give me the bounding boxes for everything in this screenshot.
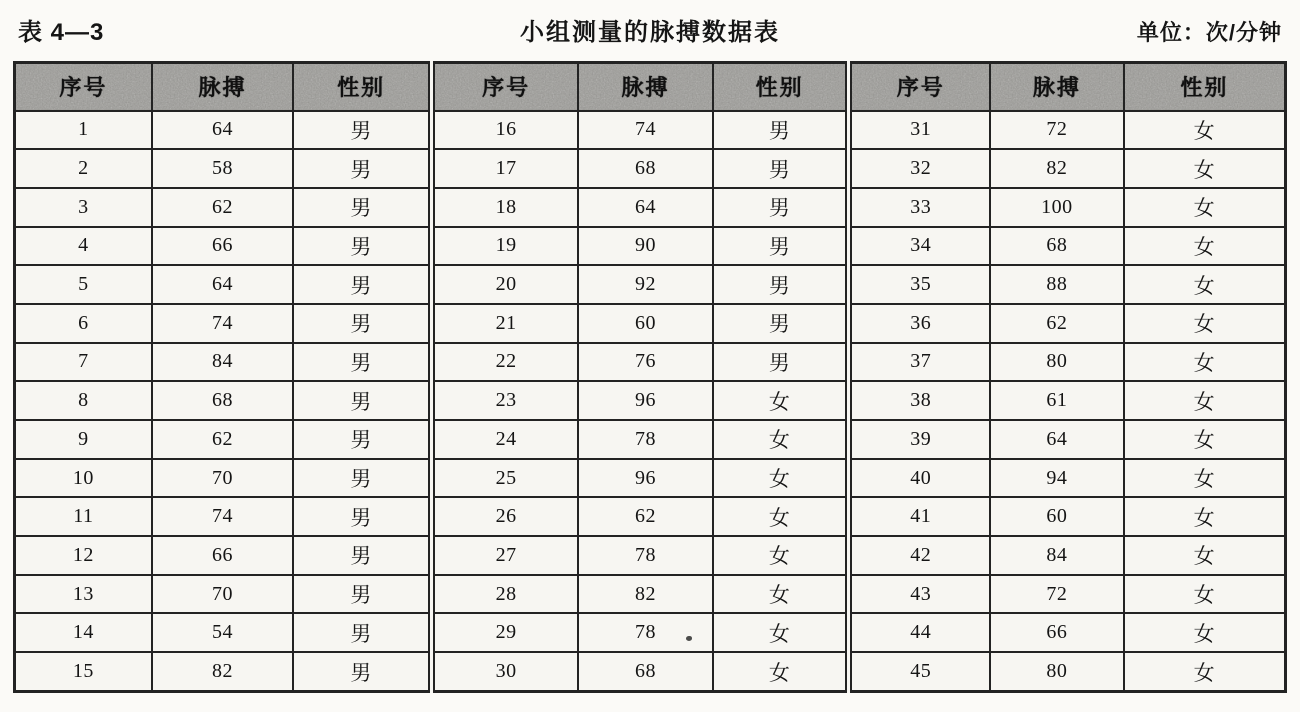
cell-serial: 25 xyxy=(432,459,578,498)
col-header-serial xyxy=(15,63,152,111)
cell-gender: 男 xyxy=(293,381,432,420)
table-row xyxy=(15,304,1286,343)
table-number-label: 表 4—3 xyxy=(18,19,105,46)
cell-serial: 32 xyxy=(849,149,990,188)
cell-serial: 3 xyxy=(15,188,152,227)
cell-serial: 15 xyxy=(15,652,152,691)
table-row xyxy=(15,613,1286,652)
cell-pulse: 96 xyxy=(578,459,713,498)
cell-gender: 女 xyxy=(1124,265,1286,304)
col-header-label: 脉搏 xyxy=(1032,75,1081,101)
cell-pulse: 62 xyxy=(152,420,293,459)
cell-pulse: 82 xyxy=(990,149,1124,188)
col-header-pulse xyxy=(578,63,713,111)
cell-gender: 女 xyxy=(1124,575,1286,614)
pulse-data-table xyxy=(13,61,1287,693)
cell-gender: 女 xyxy=(1124,188,1286,227)
table-row xyxy=(15,575,1286,614)
col-header-label: 性别 xyxy=(755,75,804,101)
cell-serial: 30 xyxy=(432,652,578,691)
cell-pulse: 64 xyxy=(990,420,1124,459)
cell-pulse: 72 xyxy=(990,575,1124,614)
cell-pulse: 64 xyxy=(152,265,293,304)
cell-gender: 女 xyxy=(1124,227,1286,266)
cell-pulse: 58 xyxy=(152,149,293,188)
cell-serial: 18 xyxy=(432,188,578,227)
cell-serial: 5 xyxy=(15,265,152,304)
cell-pulse: 84 xyxy=(152,343,293,382)
cell-serial: 41 xyxy=(849,497,990,536)
cell-serial: 31 xyxy=(849,111,990,150)
cell-serial: 45 xyxy=(849,652,990,691)
cell-gender: 男 xyxy=(713,343,849,382)
cell-serial: 10 xyxy=(15,459,152,498)
cell-pulse: 92 xyxy=(578,265,713,304)
cell-serial: 42 xyxy=(849,536,990,575)
cell-serial: 24 xyxy=(432,420,578,459)
cell-pulse: 74 xyxy=(152,497,293,536)
cell-serial: 17 xyxy=(432,149,578,188)
cell-serial: 16 xyxy=(432,111,578,150)
cell-gender: 男 xyxy=(713,304,849,343)
cell-gender: 女 xyxy=(713,497,849,536)
cell-gender: 女 xyxy=(713,381,849,420)
cell-gender: 女 xyxy=(1124,149,1286,188)
cell-gender: 女 xyxy=(1124,304,1286,343)
cell-serial: 19 xyxy=(432,227,578,266)
unit-label: 单位：次/分钟 xyxy=(1136,20,1282,45)
col-header-serial xyxy=(849,63,990,111)
cell-pulse: 96 xyxy=(578,381,713,420)
cell-pulse: 68 xyxy=(578,652,713,691)
cell-pulse: 78 xyxy=(578,613,713,652)
cell-serial: 1 xyxy=(15,111,152,150)
cell-serial: 33 xyxy=(849,188,990,227)
cell-pulse: 74 xyxy=(578,111,713,150)
cell-pulse: 72 xyxy=(990,111,1124,150)
cell-pulse: 61 xyxy=(990,381,1124,420)
cell-pulse: 54 xyxy=(152,613,293,652)
col-header-gender xyxy=(1124,63,1286,111)
cell-gender: 男 xyxy=(713,111,849,150)
cell-gender: 女 xyxy=(1124,459,1286,498)
cell-gender: 女 xyxy=(713,420,849,459)
cell-pulse: 80 xyxy=(990,343,1124,382)
cell-pulse: 80 xyxy=(990,652,1124,691)
cell-pulse: 60 xyxy=(578,304,713,343)
table-row xyxy=(15,227,1286,266)
cell-gender: 男 xyxy=(713,265,849,304)
cell-gender: 男 xyxy=(293,343,432,382)
cell-serial: 9 xyxy=(15,420,152,459)
cell-serial: 23 xyxy=(432,381,578,420)
table-row xyxy=(15,459,1286,498)
cell-gender: 男 xyxy=(293,188,432,227)
cell-gender: 男 xyxy=(293,459,432,498)
col-header-gender xyxy=(293,63,432,111)
col-header-serial xyxy=(432,63,578,111)
cell-pulse: 66 xyxy=(990,613,1124,652)
cell-gender: 女 xyxy=(713,652,849,691)
col-header-label: 性别 xyxy=(337,75,386,101)
table-row xyxy=(15,343,1286,382)
cell-pulse: 74 xyxy=(152,304,293,343)
cell-pulse: 60 xyxy=(990,497,1124,536)
cell-serial: 14 xyxy=(15,613,152,652)
cell-gender: 男 xyxy=(293,536,432,575)
cell-serial: 2 xyxy=(15,149,152,188)
table-row xyxy=(15,381,1286,420)
cell-pulse: 70 xyxy=(152,459,293,498)
cell-gender: 男 xyxy=(293,420,432,459)
cell-gender: 女 xyxy=(713,575,849,614)
cell-pulse: 70 xyxy=(152,575,293,614)
col-header-label: 序号 xyxy=(482,75,531,101)
cell-pulse: 62 xyxy=(152,188,293,227)
table-row xyxy=(15,188,1286,227)
scan-artifact-dot xyxy=(686,636,692,641)
cell-pulse: 100 xyxy=(990,188,1124,227)
cell-gender: 女 xyxy=(1124,111,1286,150)
cell-serial: 37 xyxy=(849,343,990,382)
cell-pulse: 64 xyxy=(578,188,713,227)
cell-gender: 男 xyxy=(293,613,432,652)
table-row xyxy=(15,111,1286,150)
cell-pulse: 82 xyxy=(578,575,713,614)
cell-serial: 38 xyxy=(849,381,990,420)
table-row xyxy=(15,265,1286,304)
cell-gender: 女 xyxy=(1124,613,1286,652)
cell-serial: 36 xyxy=(849,304,990,343)
cell-pulse: 62 xyxy=(990,304,1124,343)
cell-serial: 26 xyxy=(432,497,578,536)
cell-serial: 4 xyxy=(15,227,152,266)
cell-pulse: 68 xyxy=(152,381,293,420)
cell-gender: 男 xyxy=(293,652,432,691)
cell-pulse: 84 xyxy=(990,536,1124,575)
col-header-label: 序号 xyxy=(59,75,108,101)
cell-gender: 女 xyxy=(1124,536,1286,575)
cell-gender: 男 xyxy=(293,149,432,188)
cell-pulse: 94 xyxy=(990,459,1124,498)
cell-pulse: 68 xyxy=(578,149,713,188)
cell-pulse: 62 xyxy=(578,497,713,536)
cell-pulse: 88 xyxy=(990,265,1124,304)
cell-serial: 7 xyxy=(15,343,152,382)
cell-gender: 女 xyxy=(713,459,849,498)
cell-gender: 男 xyxy=(293,575,432,614)
cell-pulse: 78 xyxy=(578,536,713,575)
cell-gender: 男 xyxy=(713,188,849,227)
cell-serial: 12 xyxy=(15,536,152,575)
cell-gender: 女 xyxy=(1124,381,1286,420)
cell-serial: 35 xyxy=(849,265,990,304)
col-header-label: 序号 xyxy=(896,75,945,101)
table-row xyxy=(15,536,1286,575)
cell-serial: 6 xyxy=(15,304,152,343)
col-header-gender xyxy=(713,63,849,111)
table-row xyxy=(15,420,1286,459)
cell-gender: 女 xyxy=(1124,652,1286,691)
cell-serial: 13 xyxy=(15,575,152,614)
table-row xyxy=(15,149,1286,188)
cell-gender: 男 xyxy=(293,304,432,343)
cell-gender: 女 xyxy=(713,536,849,575)
cell-serial: 43 xyxy=(849,575,990,614)
cell-pulse: 76 xyxy=(578,343,713,382)
cell-serial: 39 xyxy=(849,420,990,459)
table-header-row xyxy=(15,63,1286,111)
cell-gender: 男 xyxy=(713,149,849,188)
cell-gender: 女 xyxy=(1124,343,1286,382)
cell-pulse: 68 xyxy=(990,227,1124,266)
col-header-label: 脉搏 xyxy=(621,75,670,101)
cell-serial: 20 xyxy=(432,265,578,304)
cell-gender: 男 xyxy=(293,227,432,266)
cell-serial: 44 xyxy=(849,613,990,652)
cell-serial: 28 xyxy=(432,575,578,614)
cell-gender: 男 xyxy=(293,497,432,536)
cell-gender: 男 xyxy=(293,111,432,150)
cell-serial: 22 xyxy=(432,343,578,382)
cell-serial: 27 xyxy=(432,536,578,575)
cell-pulse: 82 xyxy=(152,652,293,691)
cell-pulse: 64 xyxy=(152,111,293,150)
cell-pulse: 66 xyxy=(152,536,293,575)
cell-serial: 11 xyxy=(15,497,152,536)
cell-pulse: 78 xyxy=(578,420,713,459)
col-header-label: 脉搏 xyxy=(198,75,247,101)
cell-pulse: 90 xyxy=(578,227,713,266)
cell-serial: 21 xyxy=(432,304,578,343)
cell-serial: 40 xyxy=(849,459,990,498)
cell-serial: 29 xyxy=(432,613,578,652)
col-header-label: 性别 xyxy=(1180,75,1229,101)
page-title: 小组测量的脉搏数据表 xyxy=(520,19,780,46)
cell-gender: 男 xyxy=(713,227,849,266)
cell-gender: 男 xyxy=(293,265,432,304)
table-row xyxy=(15,497,1286,536)
cell-gender: 女 xyxy=(1124,497,1286,536)
col-header-pulse xyxy=(152,63,293,111)
cell-gender: 女 xyxy=(713,613,849,652)
cell-serial: 8 xyxy=(15,381,152,420)
cell-gender: 女 xyxy=(1124,420,1286,459)
table-row xyxy=(15,652,1286,691)
cell-serial: 34 xyxy=(849,227,990,266)
cell-pulse: 66 xyxy=(152,227,293,266)
table-caption xyxy=(13,10,1287,47)
col-header-pulse xyxy=(990,63,1124,111)
